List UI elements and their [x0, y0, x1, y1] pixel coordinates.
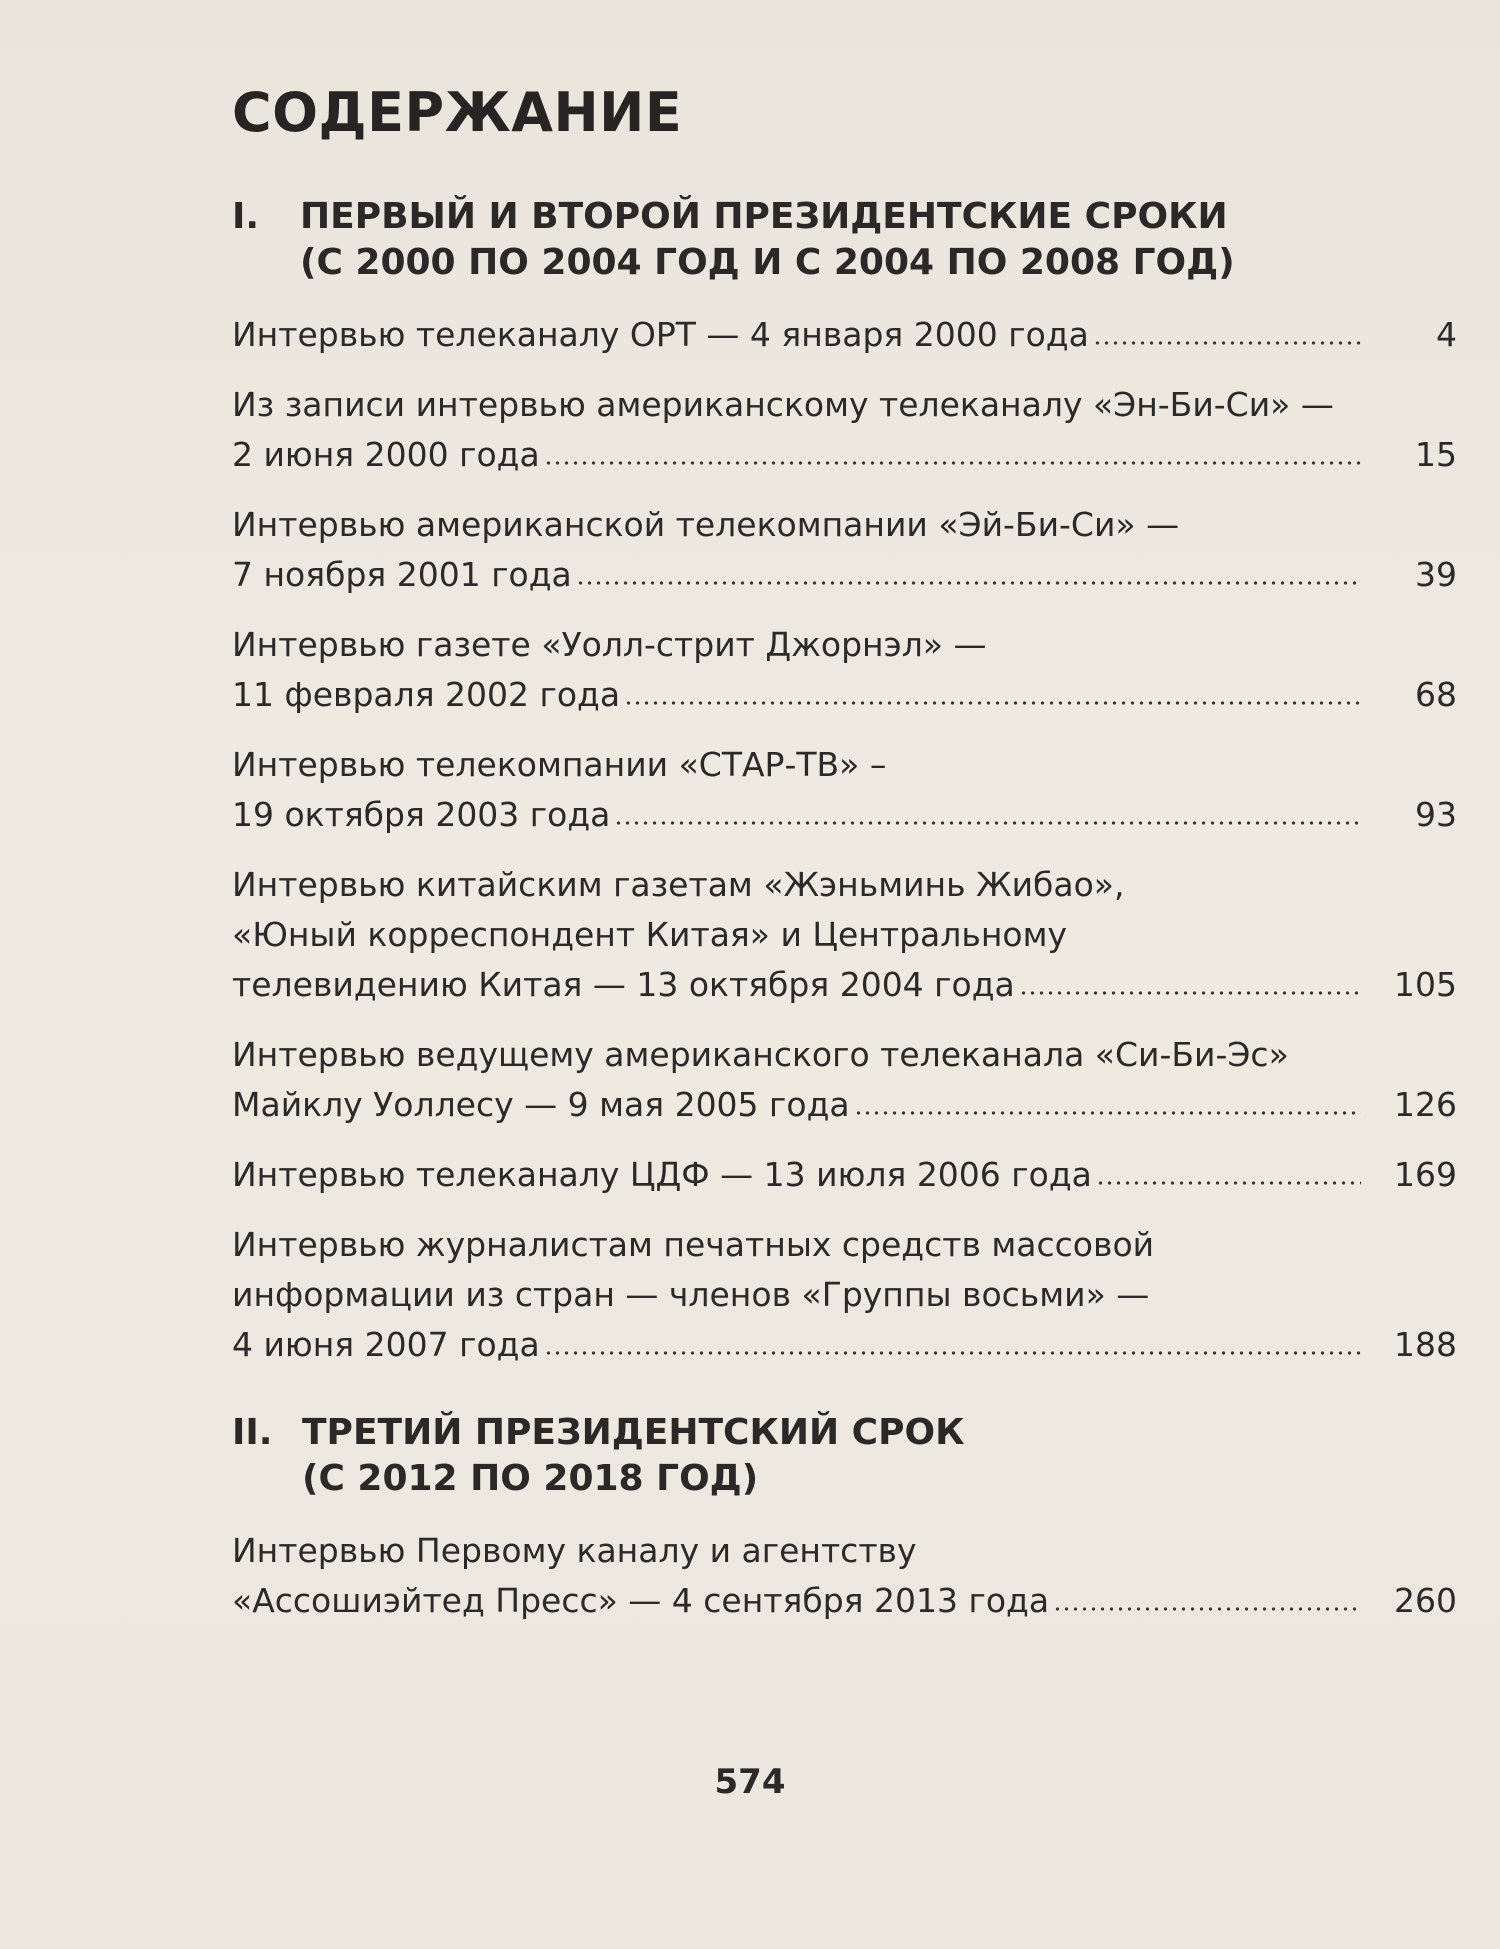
toc-entry[interactable]: [232, 860, 1457, 1010]
section-1-entries: [232, 310, 1457, 1370]
dot-leader: [544, 436, 1361, 466]
entry-title-line: Интервью журналистам печатных средств массовой: [232, 1225, 1155, 1264]
section-heading-2: [232, 1410, 1457, 1502]
dot-leader: [576, 556, 1361, 586]
section-heading-line: (С 2012 ПО 2018 ГОД): [302, 1458, 759, 1499]
dot-leader: [1093, 316, 1361, 346]
entry-title-line: Интервью ведущему американского телеканала «Си-Би-Эс»: [232, 1035, 1289, 1074]
entry-title-line: Интервью Первому каналу и агентству: [232, 1531, 917, 1570]
entry-page-number: 105: [1394, 965, 1457, 1004]
entry-title-line: Интервью газете «Уолл-стрит Джорнэл» —: [232, 625, 987, 664]
section-heading-1: [232, 194, 1457, 286]
toc-entry[interactable]: [232, 740, 1457, 840]
toc-entry[interactable]: [232, 1030, 1457, 1130]
section-2-entries: [232, 1526, 1457, 1626]
entry-title-line: информации из стран — членов «Группы восьми» —: [232, 1275, 1150, 1314]
entry-page-number: 4: [1436, 315, 1457, 354]
entry-title: 4 июня 2007 года: [232, 1325, 540, 1364]
entry-page-number: 93: [1415, 795, 1457, 834]
entry-title: 11 февраля 2002 года: [232, 675, 621, 714]
entry-title-line: Из записи интервью американскому телеканалу «Эн-Би-Си» —: [232, 385, 1334, 424]
section-number: I.: [232, 196, 260, 237]
entry-title: телевидению Китая — 13 октября 2004 года: [232, 965, 1015, 1004]
page-folio-number: 574: [714, 1762, 786, 1802]
entry-title: Интервью телеканалу ОРТ — 4 января 2000 года: [232, 315, 1089, 354]
page-title: СОДЕРЖАНИЕ: [232, 81, 683, 144]
entry-page-number: 188: [1394, 1325, 1457, 1364]
section-heading-line: (С 2000 ПО 2004 ГОД И С 2004 ПО 2008 ГОД): [300, 242, 1235, 283]
entry-title: 19 октября 2003 года: [232, 795, 611, 834]
dot-leader: [614, 796, 1361, 826]
entry-title: «Ассошиэйтед Пресс» — 4 сентября 2013 года: [232, 1581, 1050, 1620]
toc-entry[interactable]: [232, 310, 1457, 360]
dot-leader: [1096, 1156, 1361, 1186]
entry-page-number: 68: [1415, 675, 1457, 714]
dot-leader: [1019, 966, 1361, 996]
toc-entry[interactable]: [232, 1150, 1457, 1200]
entry-title: Майклу Уоллесу — 9 мая 2005 года: [232, 1085, 850, 1124]
entry-title: 7 ноября 2001 года: [232, 555, 572, 594]
entry-page-number: 260: [1394, 1581, 1457, 1620]
dot-leader: [624, 676, 1361, 706]
dot-leader: [1053, 1582, 1361, 1612]
entry-page-number: 15: [1415, 435, 1457, 474]
entry-title: 2 июня 2000 года: [232, 435, 540, 474]
entry-page-number: 39: [1415, 555, 1457, 594]
entry-title: Интервью телеканалу ЦДФ — 13 июля 2006 года: [232, 1155, 1092, 1194]
entry-title-line: Интервью телекомпании «СТАР-ТВ» –: [232, 745, 887, 784]
section-heading-line: ТРЕТИЙ ПРЕЗИДЕНТСКИЙ СРОК: [302, 1412, 965, 1453]
toc-entry[interactable]: [232, 1220, 1457, 1370]
entry-page-number: 169: [1394, 1155, 1457, 1194]
toc-entry[interactable]: [232, 380, 1457, 480]
dot-leader: [544, 1326, 1361, 1356]
entry-title-line: Интервью китайским газетам «Жэньминь Жибао»,: [232, 865, 1125, 904]
entry-title-line: Интервью американской телекомпании «Эй-Би-Си» —: [232, 505, 1180, 544]
toc-entry[interactable]: [232, 500, 1457, 600]
entry-title-line: «Юный корреспондент Китая» и Центральному: [232, 915, 1068, 954]
toc-entry[interactable]: [232, 620, 1457, 720]
section-number: II.: [232, 1412, 273, 1453]
entry-page-number: 126: [1394, 1085, 1457, 1124]
toc-entry[interactable]: [232, 1526, 1457, 1626]
section-heading-line: ПЕРВЫЙ И ВТОРОЙ ПРЕЗИДЕНТСКИЕ СРОКИ: [300, 196, 1228, 237]
dot-leader: [854, 1086, 1361, 1116]
table-of-contents: [232, 78, 1457, 1646]
